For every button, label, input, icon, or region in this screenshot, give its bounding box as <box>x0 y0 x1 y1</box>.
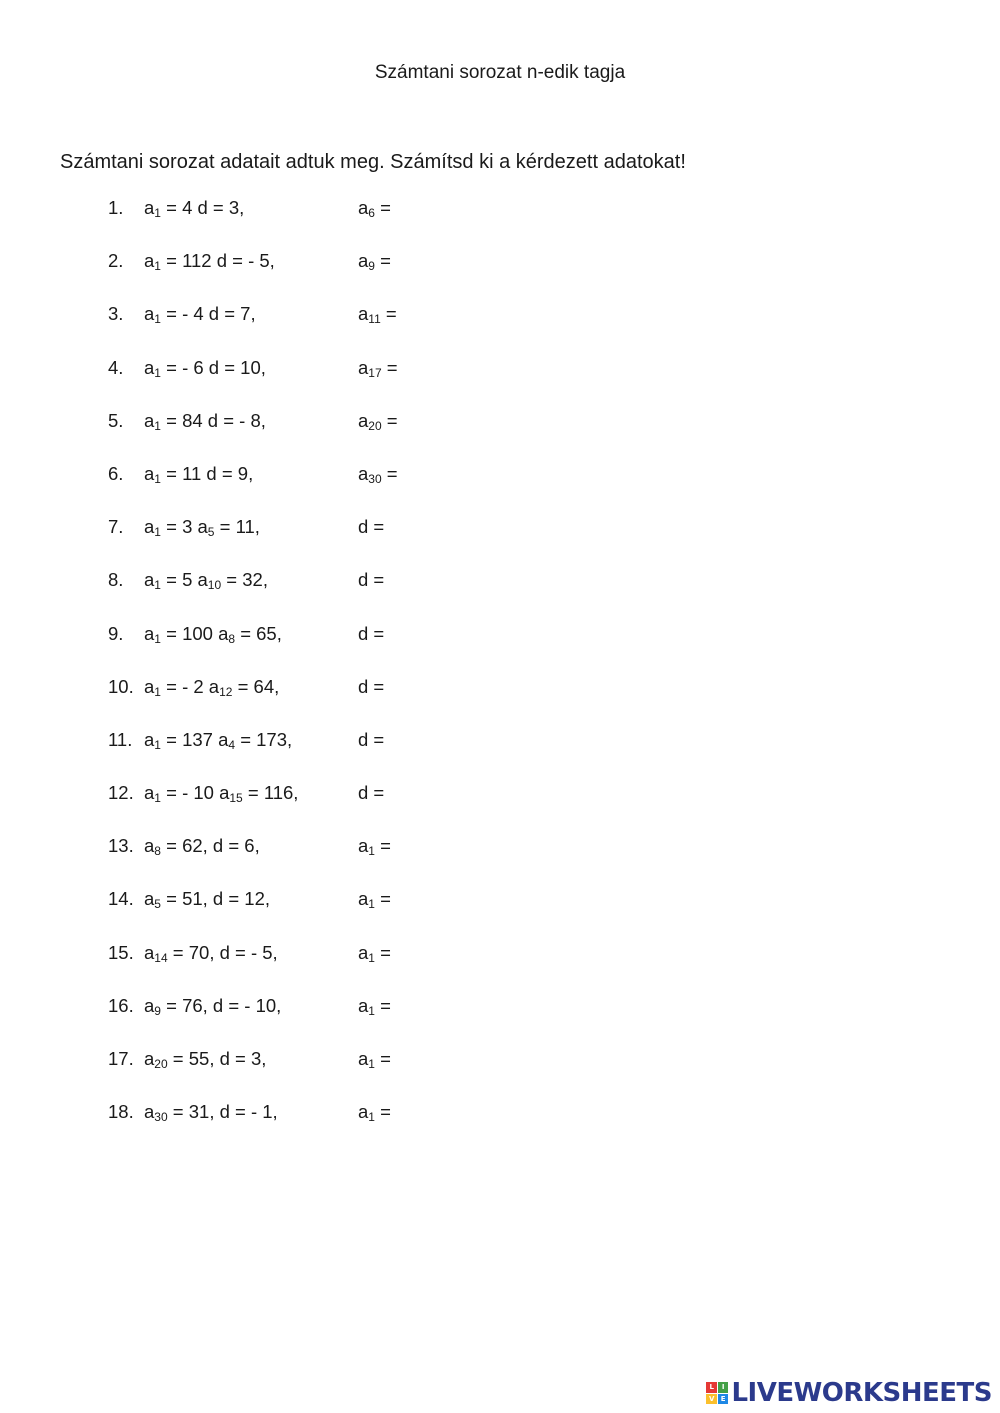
asked-text: a <box>358 941 369 963</box>
instruction-text: Számtani sorozat adatait adtuk meg. Számítsd ki a kérdezett adatokat! <box>60 151 686 173</box>
given-text: = 76, d = - 10, <box>160 994 282 1016</box>
given-subscript: 5 <box>154 897 161 912</box>
given-text: = 5 a <box>160 569 208 591</box>
given-text: = 137 a <box>160 728 229 750</box>
asked-text: a <box>358 197 369 218</box>
exercise-asked <box>358 1045 487 1073</box>
exercise-given <box>144 832 260 860</box>
asked-text: = <box>374 835 391 857</box>
exercise-given <box>144 885 270 913</box>
exercise-number: 7. <box>108 516 124 538</box>
exercise-row <box>108 566 508 619</box>
given-text: = 70, d = - 5, <box>167 941 278 963</box>
asked-text: = <box>374 1101 391 1123</box>
exercise-row <box>108 460 508 513</box>
given-text: a <box>144 569 155 591</box>
exercise-asked <box>358 779 480 807</box>
given-subscript: 15 <box>229 791 243 806</box>
answer-field[interactable] <box>390 624 480 646</box>
exercise-row <box>108 247 508 300</box>
exercise-given <box>144 1045 266 1073</box>
asked-text: = <box>374 888 391 910</box>
exercise-given <box>144 513 260 541</box>
exercise-given <box>144 620 282 648</box>
answer-field[interactable] <box>390 570 480 592</box>
brand-text: LIVEWORKSHEETS <box>731 1378 992 1408</box>
asked-subscript: 9 <box>368 259 375 274</box>
given-text: = 11 d = 9, <box>160 462 254 484</box>
given-text: a <box>144 941 155 963</box>
asked-text: d = <box>358 569 385 591</box>
answer-field[interactable] <box>397 996 487 1018</box>
given-text: = 100 a <box>160 622 229 644</box>
given-subscript: 1 <box>154 631 161 646</box>
asked-text: a <box>358 303 369 325</box>
exercise-asked <box>358 1098 487 1126</box>
given-text: a <box>144 462 155 484</box>
given-subscript: 8 <box>228 631 236 646</box>
given-subscript: 1 <box>154 365 161 380</box>
liveworksheets-logo-icon <box>706 1382 728 1404</box>
exercise-number: 18. <box>108 1101 134 1123</box>
given-text: a <box>144 675 155 697</box>
asked-text: = <box>374 1048 391 1069</box>
given-subscript: 1 <box>154 471 161 486</box>
exercise-row <box>108 354 508 407</box>
exercise-given <box>144 673 279 701</box>
given-text: a <box>144 409 155 431</box>
exercise-asked <box>358 460 494 488</box>
answer-field[interactable] <box>390 677 480 699</box>
answer-field[interactable] <box>397 1049 487 1071</box>
exercise-number: 14. <box>108 888 134 910</box>
exercise-number: 11. <box>108 728 133 750</box>
exercise-row <box>108 407 508 460</box>
given-subscript: 20 <box>154 1057 168 1071</box>
answer-field[interactable] <box>390 783 480 805</box>
given-subscript: 1 <box>154 259 161 274</box>
exercise-given <box>144 939 278 967</box>
given-text: a <box>144 835 155 857</box>
asked-subscript: 6 <box>368 206 375 220</box>
asked-text: a <box>358 409 369 431</box>
asked-text: = <box>381 356 398 378</box>
exercise-row <box>108 832 508 885</box>
liveworksheets-brand <box>706 1379 992 1407</box>
exercise-asked <box>358 300 493 328</box>
exercise-asked <box>358 939 487 967</box>
given-text: = 64, <box>232 675 280 697</box>
asked-text: = <box>380 303 397 325</box>
exercise-number: 16. <box>108 994 134 1016</box>
exercise-row <box>108 513 508 566</box>
exercise-row <box>108 194 508 247</box>
asked-text: d = <box>358 782 385 804</box>
asked-text: a <box>358 1101 369 1123</box>
given-text: = 65, <box>235 622 282 644</box>
given-text: = - 6 d = 10, <box>160 356 266 378</box>
exercise-asked <box>358 407 494 435</box>
exercise-number: 17. <box>108 1048 134 1069</box>
answer-field[interactable] <box>390 517 480 539</box>
asked-subscript: 1 <box>368 897 375 912</box>
answer-field[interactable] <box>390 730 480 752</box>
asked-text: = <box>381 409 398 431</box>
exercise-number: 4. <box>108 356 124 378</box>
exercise-given <box>144 354 266 382</box>
given-text: = 11, <box>214 516 260 538</box>
asked-text: d = <box>358 516 385 538</box>
given-subscript: 8 <box>154 844 161 859</box>
exercise-number: 13. <box>108 835 134 857</box>
answer-field[interactable] <box>397 1102 487 1124</box>
asked-text: a <box>358 462 369 484</box>
given-text: = - 2 a <box>160 675 220 697</box>
given-text: a <box>144 356 155 378</box>
asked-text: = <box>381 462 398 484</box>
given-subscript: 9 <box>154 1003 161 1018</box>
exercise-asked <box>358 673 480 701</box>
asked-text: d = <box>358 675 385 697</box>
asked-subscript: 11 <box>368 312 381 327</box>
asked-text: a <box>358 1048 369 1069</box>
given-text: a <box>144 516 155 538</box>
exercise-number: 12. <box>108 782 134 804</box>
logo-square: L <box>706 1382 717 1393</box>
exercise-asked <box>358 726 480 754</box>
exercise-asked <box>358 620 480 648</box>
exercise-number: 8. <box>108 569 124 591</box>
exercise-asked <box>358 992 487 1020</box>
given-text: a <box>144 994 155 1016</box>
exercise-asked <box>358 247 487 275</box>
given-subscript: 12 <box>219 684 233 699</box>
exercise-number: 10. <box>108 675 134 697</box>
answer-field[interactable] <box>397 890 487 912</box>
logo-square: V <box>706 1394 717 1405</box>
asked-subscript: 30 <box>368 471 382 486</box>
given-text: = 4 d = 3, <box>160 197 245 218</box>
given-subscript: 30 <box>154 1110 168 1125</box>
given-text: = 31, d = - 1, <box>167 1101 278 1123</box>
given-text: a <box>144 250 155 272</box>
given-text: a <box>144 197 155 218</box>
given-subscript: 1 <box>154 418 161 433</box>
given-subscript: 10 <box>207 578 222 593</box>
exercise-row <box>108 1098 508 1151</box>
asked-text: d = <box>358 728 385 750</box>
answer-field[interactable] <box>397 251 487 273</box>
exercise-asked <box>358 566 480 594</box>
given-text: a <box>144 888 155 910</box>
exercise-given <box>144 300 256 328</box>
given-subscript: 1 <box>154 791 161 806</box>
exercise-asked <box>358 885 487 913</box>
exercise-row <box>108 726 508 779</box>
given-text: = 32, <box>221 569 268 591</box>
exercise-asked <box>358 354 494 382</box>
given-text: = 116, <box>242 782 299 804</box>
asked-subscript: 1 <box>368 950 375 965</box>
asked-subscript: 1 <box>368 1003 375 1018</box>
exercise-given <box>144 992 281 1020</box>
given-text: a <box>144 622 155 644</box>
given-text: = 55, d = 3, <box>167 1048 267 1069</box>
exercise-row <box>108 939 508 992</box>
exercise-asked <box>358 513 480 541</box>
logo-square: I <box>718 1382 729 1393</box>
exercise-row <box>108 1045 508 1098</box>
exercise-row <box>108 300 508 353</box>
given-subscript: 1 <box>154 525 161 540</box>
given-text: = - 4 d = 7, <box>160 303 256 325</box>
given-text: a <box>144 782 155 804</box>
given-text: = 84 d = - 8, <box>160 409 266 431</box>
answer-field[interactable] <box>404 411 494 433</box>
given-subscript: 4 <box>228 737 236 752</box>
asked-subscript: 1 <box>368 844 375 859</box>
asked-text: = <box>374 250 391 272</box>
given-subscript: 14 <box>154 950 168 965</box>
exercise-number: 2. <box>108 250 124 272</box>
given-text: = - 10 a <box>160 782 230 804</box>
given-text: a <box>144 728 155 750</box>
given-subscript: 1 <box>154 578 161 593</box>
exercise-asked <box>358 832 487 860</box>
asked-text: = <box>374 197 391 218</box>
given-subscript: 1 <box>154 737 161 752</box>
asked-text: d = <box>358 622 385 644</box>
answer-field[interactable] <box>397 943 487 965</box>
given-subscript: 1 <box>154 206 161 220</box>
given-subscript: 5 <box>207 525 215 540</box>
page-title: Számtani sorozat n-edik tagja <box>374 62 626 83</box>
given-subscript: 1 <box>154 312 161 327</box>
exercise-number: 15. <box>108 941 134 963</box>
exercise-given <box>144 407 266 435</box>
exercise-row <box>108 779 508 832</box>
exercise-row <box>108 992 508 1045</box>
exercise-given <box>144 1098 278 1126</box>
exercise-asked <box>358 194 487 222</box>
exercise-number: 6. <box>108 462 124 484</box>
asked-subscript: 1 <box>368 1057 375 1071</box>
answer-field[interactable] <box>404 464 494 486</box>
exercise-given <box>144 779 298 807</box>
answer-field[interactable] <box>403 304 493 326</box>
given-text: = 62, d = 6, <box>160 835 260 857</box>
exercise-row <box>108 885 508 938</box>
exercise-number: 3. <box>108 303 124 325</box>
asked-text: a <box>358 835 369 857</box>
exercise-number: 5. <box>108 409 124 431</box>
asked-subscript: 17 <box>368 365 382 380</box>
asked-text: = <box>374 941 391 963</box>
given-text: = 51, d = 12, <box>160 888 271 910</box>
asked-text: a <box>358 888 369 910</box>
exercise-given <box>144 194 244 222</box>
logo-square: E <box>718 1394 729 1405</box>
answer-field[interactable] <box>404 358 494 380</box>
given-text: a <box>144 1101 155 1123</box>
exercise-given <box>144 247 275 275</box>
exercise-number: 9. <box>108 622 124 644</box>
given-text: = 112 d = - 5, <box>160 250 275 272</box>
exercise-row <box>108 673 508 726</box>
asked-subscript: 1 <box>368 1110 375 1125</box>
exercise-number: 1. <box>108 197 124 218</box>
given-subscript: 1 <box>154 684 161 699</box>
given-text: a <box>144 1048 155 1069</box>
exercise-given <box>144 566 268 594</box>
answer-field[interactable] <box>397 836 487 858</box>
exercise-given <box>144 460 253 488</box>
given-text: a <box>144 303 155 325</box>
answer-field[interactable] <box>397 198 487 220</box>
exercise-row <box>108 620 508 673</box>
given-text: = 173, <box>235 728 293 750</box>
exercise-given <box>144 726 292 754</box>
asked-text: a <box>358 994 369 1016</box>
exercise-list <box>108 194 508 1151</box>
asked-text: = <box>374 994 391 1016</box>
asked-text: a <box>358 356 369 378</box>
asked-subscript: 20 <box>368 418 382 433</box>
given-text: = 3 a <box>160 516 208 538</box>
asked-text: a <box>358 250 369 272</box>
